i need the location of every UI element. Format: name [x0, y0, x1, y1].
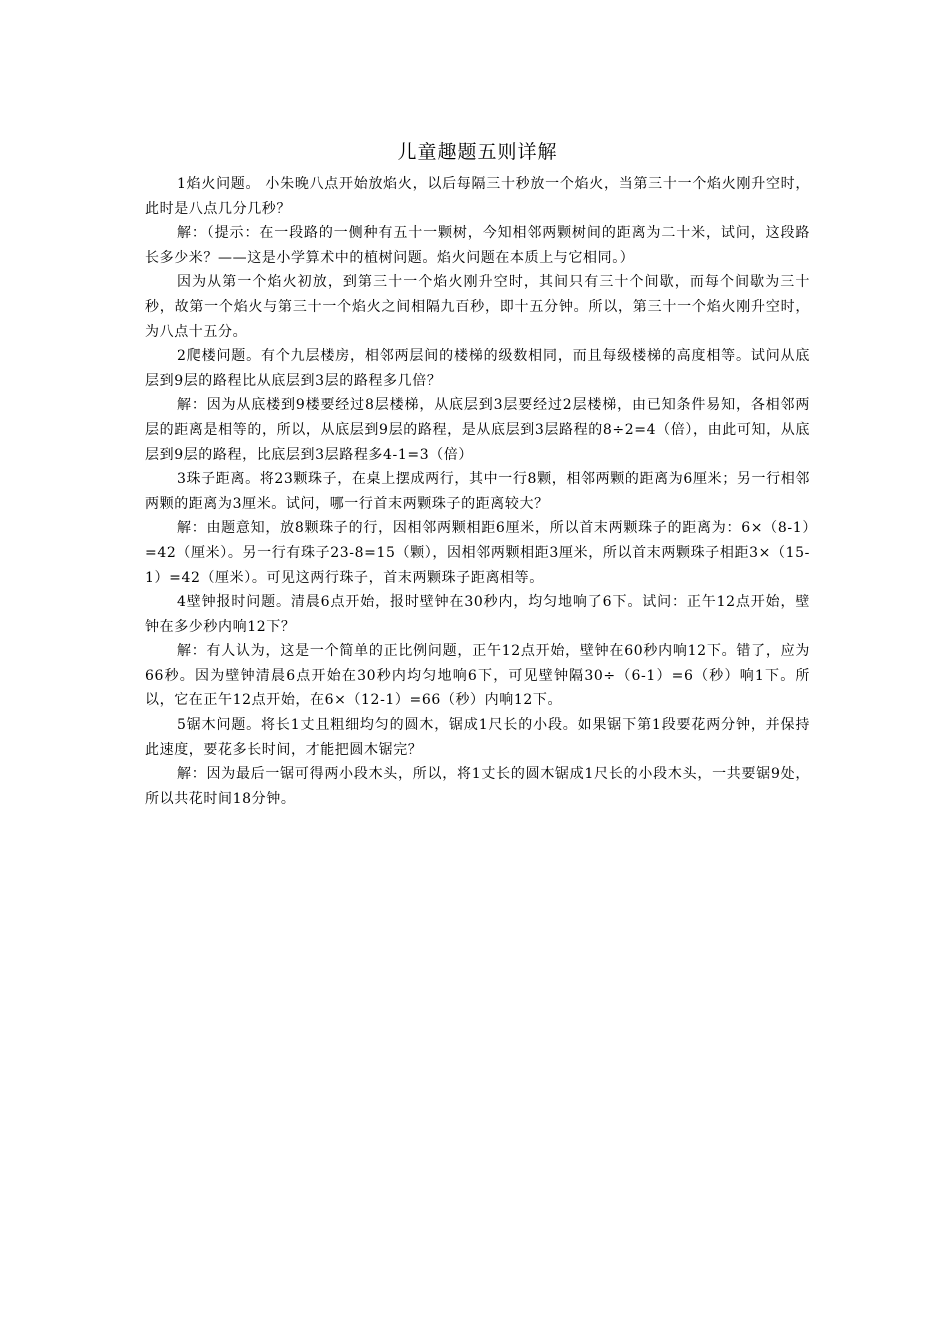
problem-1-statement: 1焰火问题。 小朱晚八点开始放焰火，以后每隔三十秒放一个焰火，当第三十一个焰火刚升空时，此时是八点几分几秒？: [145, 176, 810, 217]
document-title: 儿童趣题五则详解: [397, 141, 558, 163]
document-body: [145, 138, 810, 811]
problem-5-statement: 5锯木问题。将长1丈且粗细均匀的圆木，锯成1尺长的小段。如果锯下第1段要花两分钟，并保持此速度，要花多长时间，才能把圆木锯完？: [145, 717, 810, 758]
problem-4-solution: 解：有人认为，这是一个简单的正比例问题，正午12点开始，壁钟在60秒内响12下。错了，应为66秒。因为壁钟清晨6点开始在30秒内均匀地响6下，可见壁钟隔30÷（6-1）=6（秒）响1下。所以，它在正午12点开始，在6×（12-1）=66（秒）内响12下。: [145, 643, 810, 709]
problem-3-statement: 3珠子距离。将23颗珠子，在桌上摆成两行，其中一行8颗，相邻两颗的距离为6厘米；另一行相邻两颗的距离为3厘米。试问，哪一行首末两颗珠子的距离较大？: [145, 471, 810, 512]
problem-4-statement: 4壁钟报时问题。清晨6点开始，报时壁钟在30秒内，均匀地响了6下。试问：正午12点开始，壁钟在多少秒内响12下？: [145, 594, 810, 635]
problem-3-solution: 解：由题意知，放8颗珠子的行，因相邻两颗相距6厘米，所以首末两颗珠子的距离为：6×（8-1）=42（厘米）。另一行有珠子23-8=15（颗），因相邻两颗相距3厘米，所以首末两颗珠子相距3×（15-1）=42（厘米）。可见这两行珠子，首末两颗珠子距离相等。: [145, 520, 810, 586]
problem-1-hint: 解：（提示：在一段路的一侧种有五十一颗树，今知相邻两颗树间的距离为二十米，试问，这段路长多少米？——这是小学算术中的植树问题。焰火问题在本质上与它相同。）: [145, 225, 810, 266]
problem-2-solution: 解：因为从底楼到9楼要经过8层楼梯，从底层到3层要经过2层楼梯，由已知条件易知，各相邻两层的距离是相等的，所以，从底层到9层的路程，是从底层到3层路程的8÷2=4（倍），由此可知，从底层到9层的路程，比底层到3层路程多4-1=3（倍）: [145, 397, 810, 463]
problem-5-solution: 解：因为最后一锯可得两小段木头，所以，将1丈长的圆木锯成1尺长的小段木头，一共要锯9处，所以共花时间18分钟。: [145, 766, 810, 807]
problem-1-solution: 因为从第一个焰火初放，到第三十一个焰火刚升空时，其间只有三十个间歇，而每个间歇为三十秒，故第一个焰火与第三十一个焰火之间相隔九百秒，即十五分钟。所以，第三十一个焰火刚升空时，为八点十五分。: [145, 274, 810, 340]
problem-2-statement: 2爬楼问题。有个九层楼房，相邻两层间的楼梯的级数相同，而且每级楼梯的高度相等。试问从底层到9层的路程比从底层到3层的路程多几倍？: [145, 348, 810, 389]
